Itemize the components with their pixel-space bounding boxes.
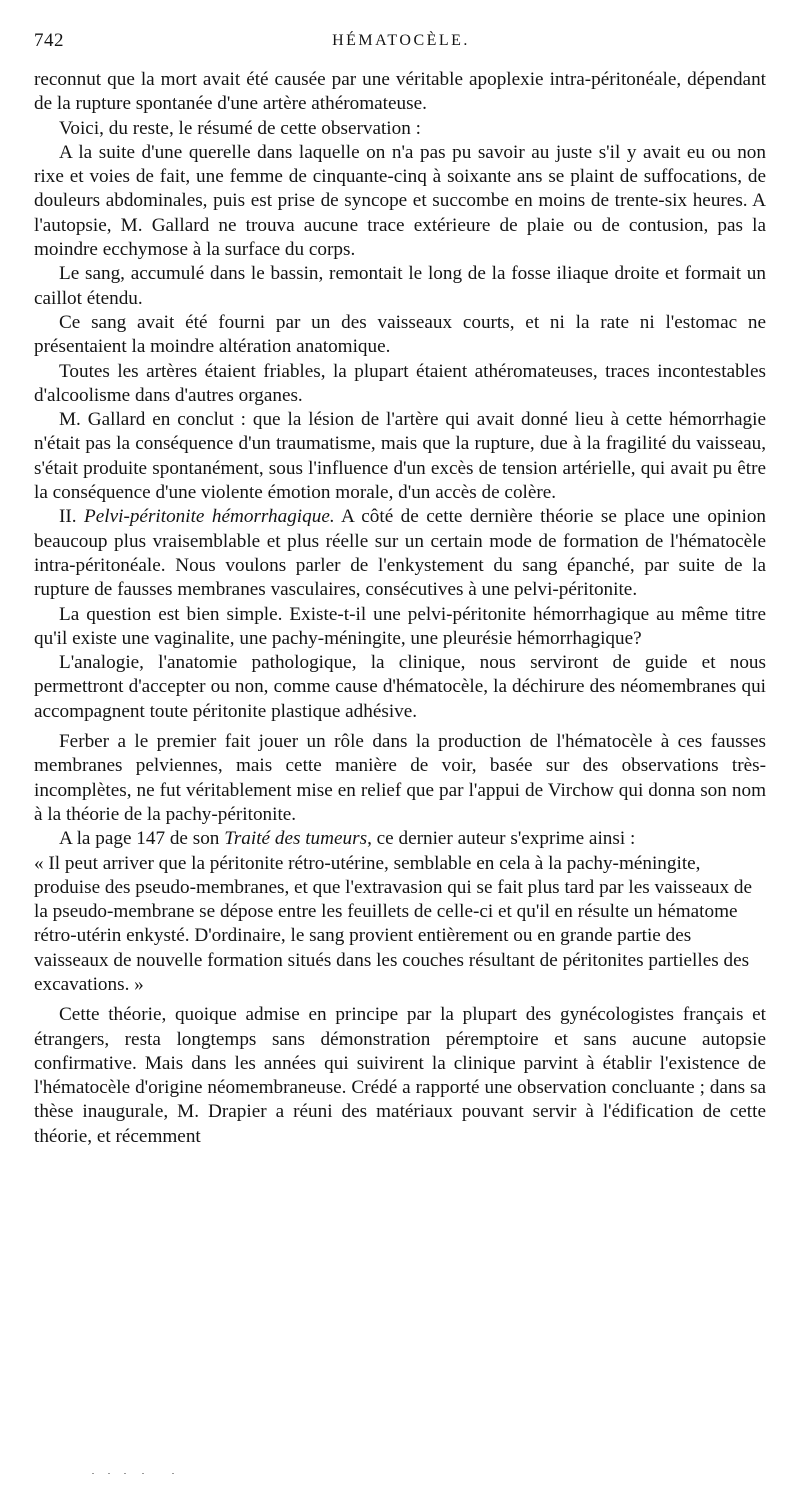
paragraph-summary-intro: Voici, du reste, le résumé de cette observation : bbox=[59, 117, 421, 139]
paragraph-question: La question est bien simple. Existe-t-il une pelvi-péritonite hémorrhagique au même titre qu'il existe une vaginalite, une pachy-méningite, une pleurésie hémorrhagique? bbox=[34, 603, 766, 649]
paragraph-ferber: Ferber a le premier fait jouer un rôle dans la production de l'hématocèle à ces fausses membranes pelviennes, mais cette manière de voir, basée sur des observations très-incomplètes, ne fut véritablement mise en relief que par l'appui de Virchow qui donna son nom à la théorie de la pachy-péritonite. bbox=[34, 731, 766, 825]
page-header bbox=[34, 30, 768, 56]
cited-book-title: Traité des tumeurs bbox=[224, 828, 368, 850]
paragraph-case-report: A la suite d'une querelle dans laquelle on n'a pas pu savoir au juste s'il y avait eu ou non rixe et voies de fait, une femme de cinquante-cinq à soixante ans se plaint de suffocations, de douleurs abdominales, puis est prise de syncope et succombe en moins de trente-six heures. A l'autopsie, M. Gallard ne trouva aucune trace extérieure de plaie ou de contusion, pas la moindre ecchymose à la surface du corps. bbox=[34, 141, 766, 261]
running-title: HÉMATOCÈLE. bbox=[332, 32, 470, 49]
paragraph-gallard-conclusion: M. Gallard en conclut : que la lésion de l'artère qui avait donné lieu à cette hémorrhagie n'était pas la conséquence d'un traumatisme, mais que la rupture, due à la fragilité du vaisseau, s'était produite spontanément, sous l'influence d'un excès de tension artérielle, qui avait pu être la conséquence d'une violente émotion morale, d'un accès de colère. bbox=[34, 409, 766, 504]
paragraph-continuation: reconnut que la mort avait été causée par une véritable apoplexie intra-péritonéale, dépendant de la rupture spontanée d'une artère athéromateuse. bbox=[34, 69, 766, 115]
paragraph-citation-intro bbox=[34, 827, 766, 851]
scan-speck bbox=[124, 1473, 126, 1474]
scan-speck bbox=[108, 1473, 110, 1474]
paragraph-section-ii bbox=[34, 505, 766, 602]
citation-lead: A la page 147 de son bbox=[59, 828, 225, 850]
paragraph-closing: Cette théorie, quoique admise en principe par la plupart des gynécologistes français et étrangers, resta longtemps sans démonstration péremptoire et sans aucune autopsie confirmative. Mais dans les années qui suivirent la clinique parvint à établir l'existence de l'hématocèle d'origine néomembraneuse. Crédé a rapporté une observation concluante ; dans sa thèse inaugurale, M. Drapier a réuni des matériaux pouvant servir à l'édification de cette théorie, et récemment bbox=[34, 1004, 766, 1147]
scan-speck bbox=[172, 1473, 174, 1474]
scan-speck bbox=[92, 1473, 94, 1474]
paragraph-blood: Le sang, accumulé dans le bassin, remontait le long de la fosse iliaque droite et formait un caillot étendu. bbox=[34, 263, 766, 309]
paragraph-arteries: Toutes les artères étaient friables, la plupart étaient athéromateuses, traces incontestables d'alcoolisme dans d'autres organes. bbox=[34, 360, 766, 406]
section-title: Pelvi-péritonite hémorrhagique. bbox=[84, 506, 335, 528]
paragraph-analogy: L'analogie, l'anatomie pathologique, la clinique, nous serviront de guide et nous permettront d'accepter ou non, comme cause d'hématocèle, la déchirure des néomembranes qui accompagnent toute péritonite plastique adhésive. bbox=[34, 652, 766, 722]
section-text: A côté de cette dernière théorie se place une opinion beaucoup plus vraisemblable et plus réelle sur un certain mode de formation de l'hématocèle intra-péritonéale. Nous voulons parler de l'enkystement du sang épanché, par suite de la rupture de fausses membranes vasculaires, consécutives à une pelvi-péritonite. bbox=[34, 506, 767, 601]
scan-speck bbox=[142, 1473, 144, 1474]
body-text bbox=[34, 68, 766, 1149]
page-number: 742 bbox=[34, 30, 64, 51]
paragraph-vessel-source: Ce sang avait été fourni par un des vaisseaux courts, et ni la rate ni l'estomac ne présentaient la moindre altération anatomique. bbox=[34, 311, 766, 358]
section-numeral: II. bbox=[59, 506, 77, 528]
citation-tail: , ce dernier auteur s'exprime ainsi : bbox=[367, 828, 636, 850]
scan-specks bbox=[92, 1473, 182, 1477]
virchow-quotation: « Il peut arriver que la péritonite rétro-utérine, semblable en cela à la pachy-méningite, produise des pseudo-membranes, et que l'extravasion qui se fait plus tard par les vaisseaux de la pseudo-membrane se dépose entre les feuillets de celle-ci et qu'il en résulte un hématome rétro-utérin enkysté. D'ordinaire, le sang provient entièrement ou en grande partie des vaisseaux de nouvelle formation situés dans les couches résultant de péritonites partielles des excavations. » bbox=[34, 852, 752, 995]
